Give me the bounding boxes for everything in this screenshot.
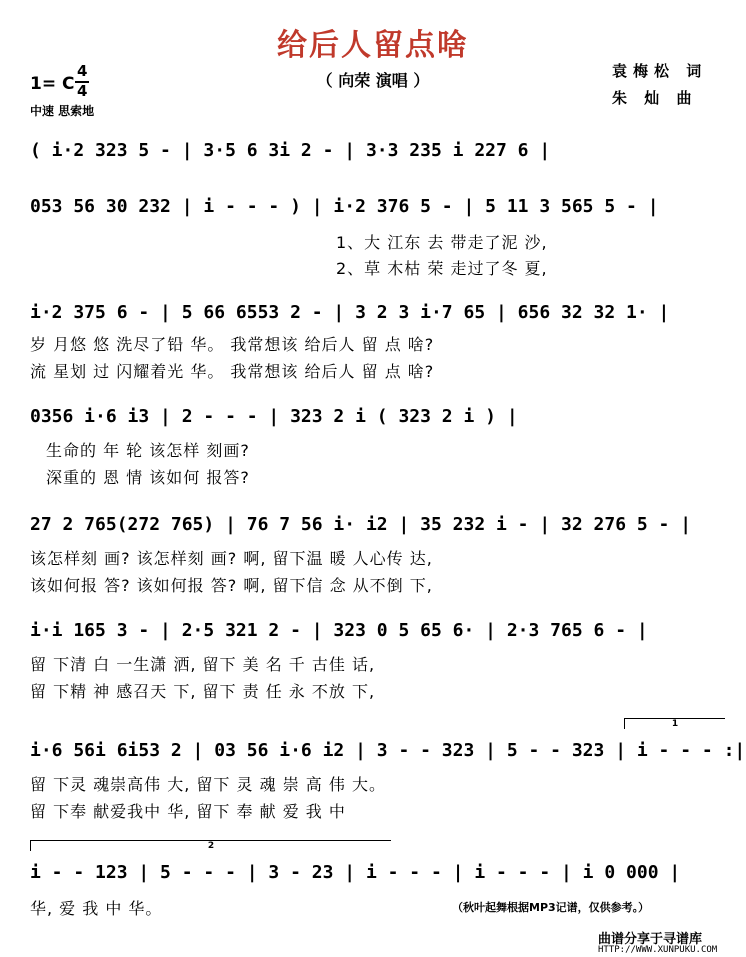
lyric-line-5-verse-2: 该如何报 答? 该如何报 答? 啊, 留下信 念 从不倒 下, bbox=[30, 576, 433, 595]
time-signature-bottom: 4 bbox=[77, 82, 88, 100]
lyric-line-7-verse-2: 留 下奉 献爱我中 华, 留下 奉 献 爱 我 中 bbox=[30, 802, 346, 821]
lyric-line-6-verse-2: 留 下精 神 感召天 下, 留下 责 任 永 不放 下, bbox=[30, 682, 376, 701]
time-signature-top: 4 bbox=[77, 62, 88, 80]
notation-line-4: 0356 i·6 i3 | 2 - - - | 323 2 i ( 323 2 i ) | bbox=[30, 406, 518, 427]
key-signature: 1= C bbox=[30, 74, 75, 94]
notation-line-1: ( i·2 323 5 - | 3·5 6 3i 2 - | 3·3 235 i 227 6 | bbox=[30, 140, 551, 161]
lyric-line-4-verse-1: 生命的 年 轮 该怎样 刻画? bbox=[46, 441, 250, 460]
notation-line-3: i·2 375 6 - | 5 66 6553 2 - | 3 2 3 i·7 65 | 656 32 32 1· | bbox=[30, 302, 670, 323]
lyric-line-2-verse-2: 2、草 木枯 荣 走过了冬 夏, bbox=[336, 259, 548, 278]
tempo-marking: 中速 思索地 bbox=[30, 104, 95, 118]
notation-line-8: i - - 123 | 5 - - - | 3 - 23 | i - - - | i - - - | i 0 000 | bbox=[30, 862, 681, 883]
notation-line-6: i·i 165 3 - | 2·5 321 2 - | 323 0 5 65 6· | 2·3 765 6 - | bbox=[30, 620, 648, 641]
lyric-line-5-verse-1: 该怎样刻 画? 该怎样刻 画? 啊, 留下温 暖 人心传 达, bbox=[30, 549, 433, 568]
lyric-line-8: 华, 爱 我 中 华。 bbox=[30, 899, 163, 918]
site-url[interactable]: HTTP://WWW.XUNPUKU.COM bbox=[598, 945, 718, 955]
composer-credit: 朱 灿 曲 bbox=[612, 89, 698, 107]
lyricist-credit: 袁梅松 词 bbox=[612, 62, 708, 80]
notation-line-7: i·6 56i 6i53 2 | 03 56 i·6 i2 | 3 - - 323 | 5 - - 323 | i - - - :| bbox=[30, 740, 746, 761]
lyric-line-3-verse-1: 岁 月悠 悠 洗尽了铅 华。 我常想该 给后人 留 点 啥? bbox=[30, 335, 435, 354]
lyric-line-7-verse-1: 留 下灵 魂崇高伟 大, 留下 灵 魂 崇 高 伟 大。 bbox=[30, 775, 386, 794]
transcription-note: （秋叶起舞根据MP3记谱，仅供参考。） bbox=[452, 901, 650, 914]
lyric-line-2-verse-1: 1、大 江东 去 带走了泥 沙, bbox=[336, 233, 548, 252]
notation-line-2: 053 56 30 232 | i - - - ) | i·2 376 5 - | 5 11 3 565 5 - | bbox=[30, 196, 659, 217]
lyric-line-4-verse-2: 深重的 恩 情 该如何 报答? bbox=[46, 468, 250, 487]
notation-line-5: 27 2 765(272 765) | 76 7 56 i· i2 | 35 232 i - | 32 276 5 - | bbox=[30, 514, 692, 535]
volta-bracket-2: 2 bbox=[30, 840, 391, 851]
lyric-line-6-verse-1: 留 下清 白 一生潇 洒, 留下 美 名 千 古佳 话, bbox=[30, 655, 376, 674]
volta-bracket-1: 1 bbox=[624, 718, 725, 729]
lyric-line-3-verse-2: 流 星划 过 闪耀着光 华。 我常想该 给后人 留 点 啥? bbox=[30, 362, 435, 381]
site-credit: 曲谱分享于寻谱库 bbox=[598, 932, 703, 947]
song-title: 给后人留点啥 bbox=[277, 28, 469, 63]
singer-credit: （ 向荣 演唱 ） bbox=[316, 71, 430, 90]
